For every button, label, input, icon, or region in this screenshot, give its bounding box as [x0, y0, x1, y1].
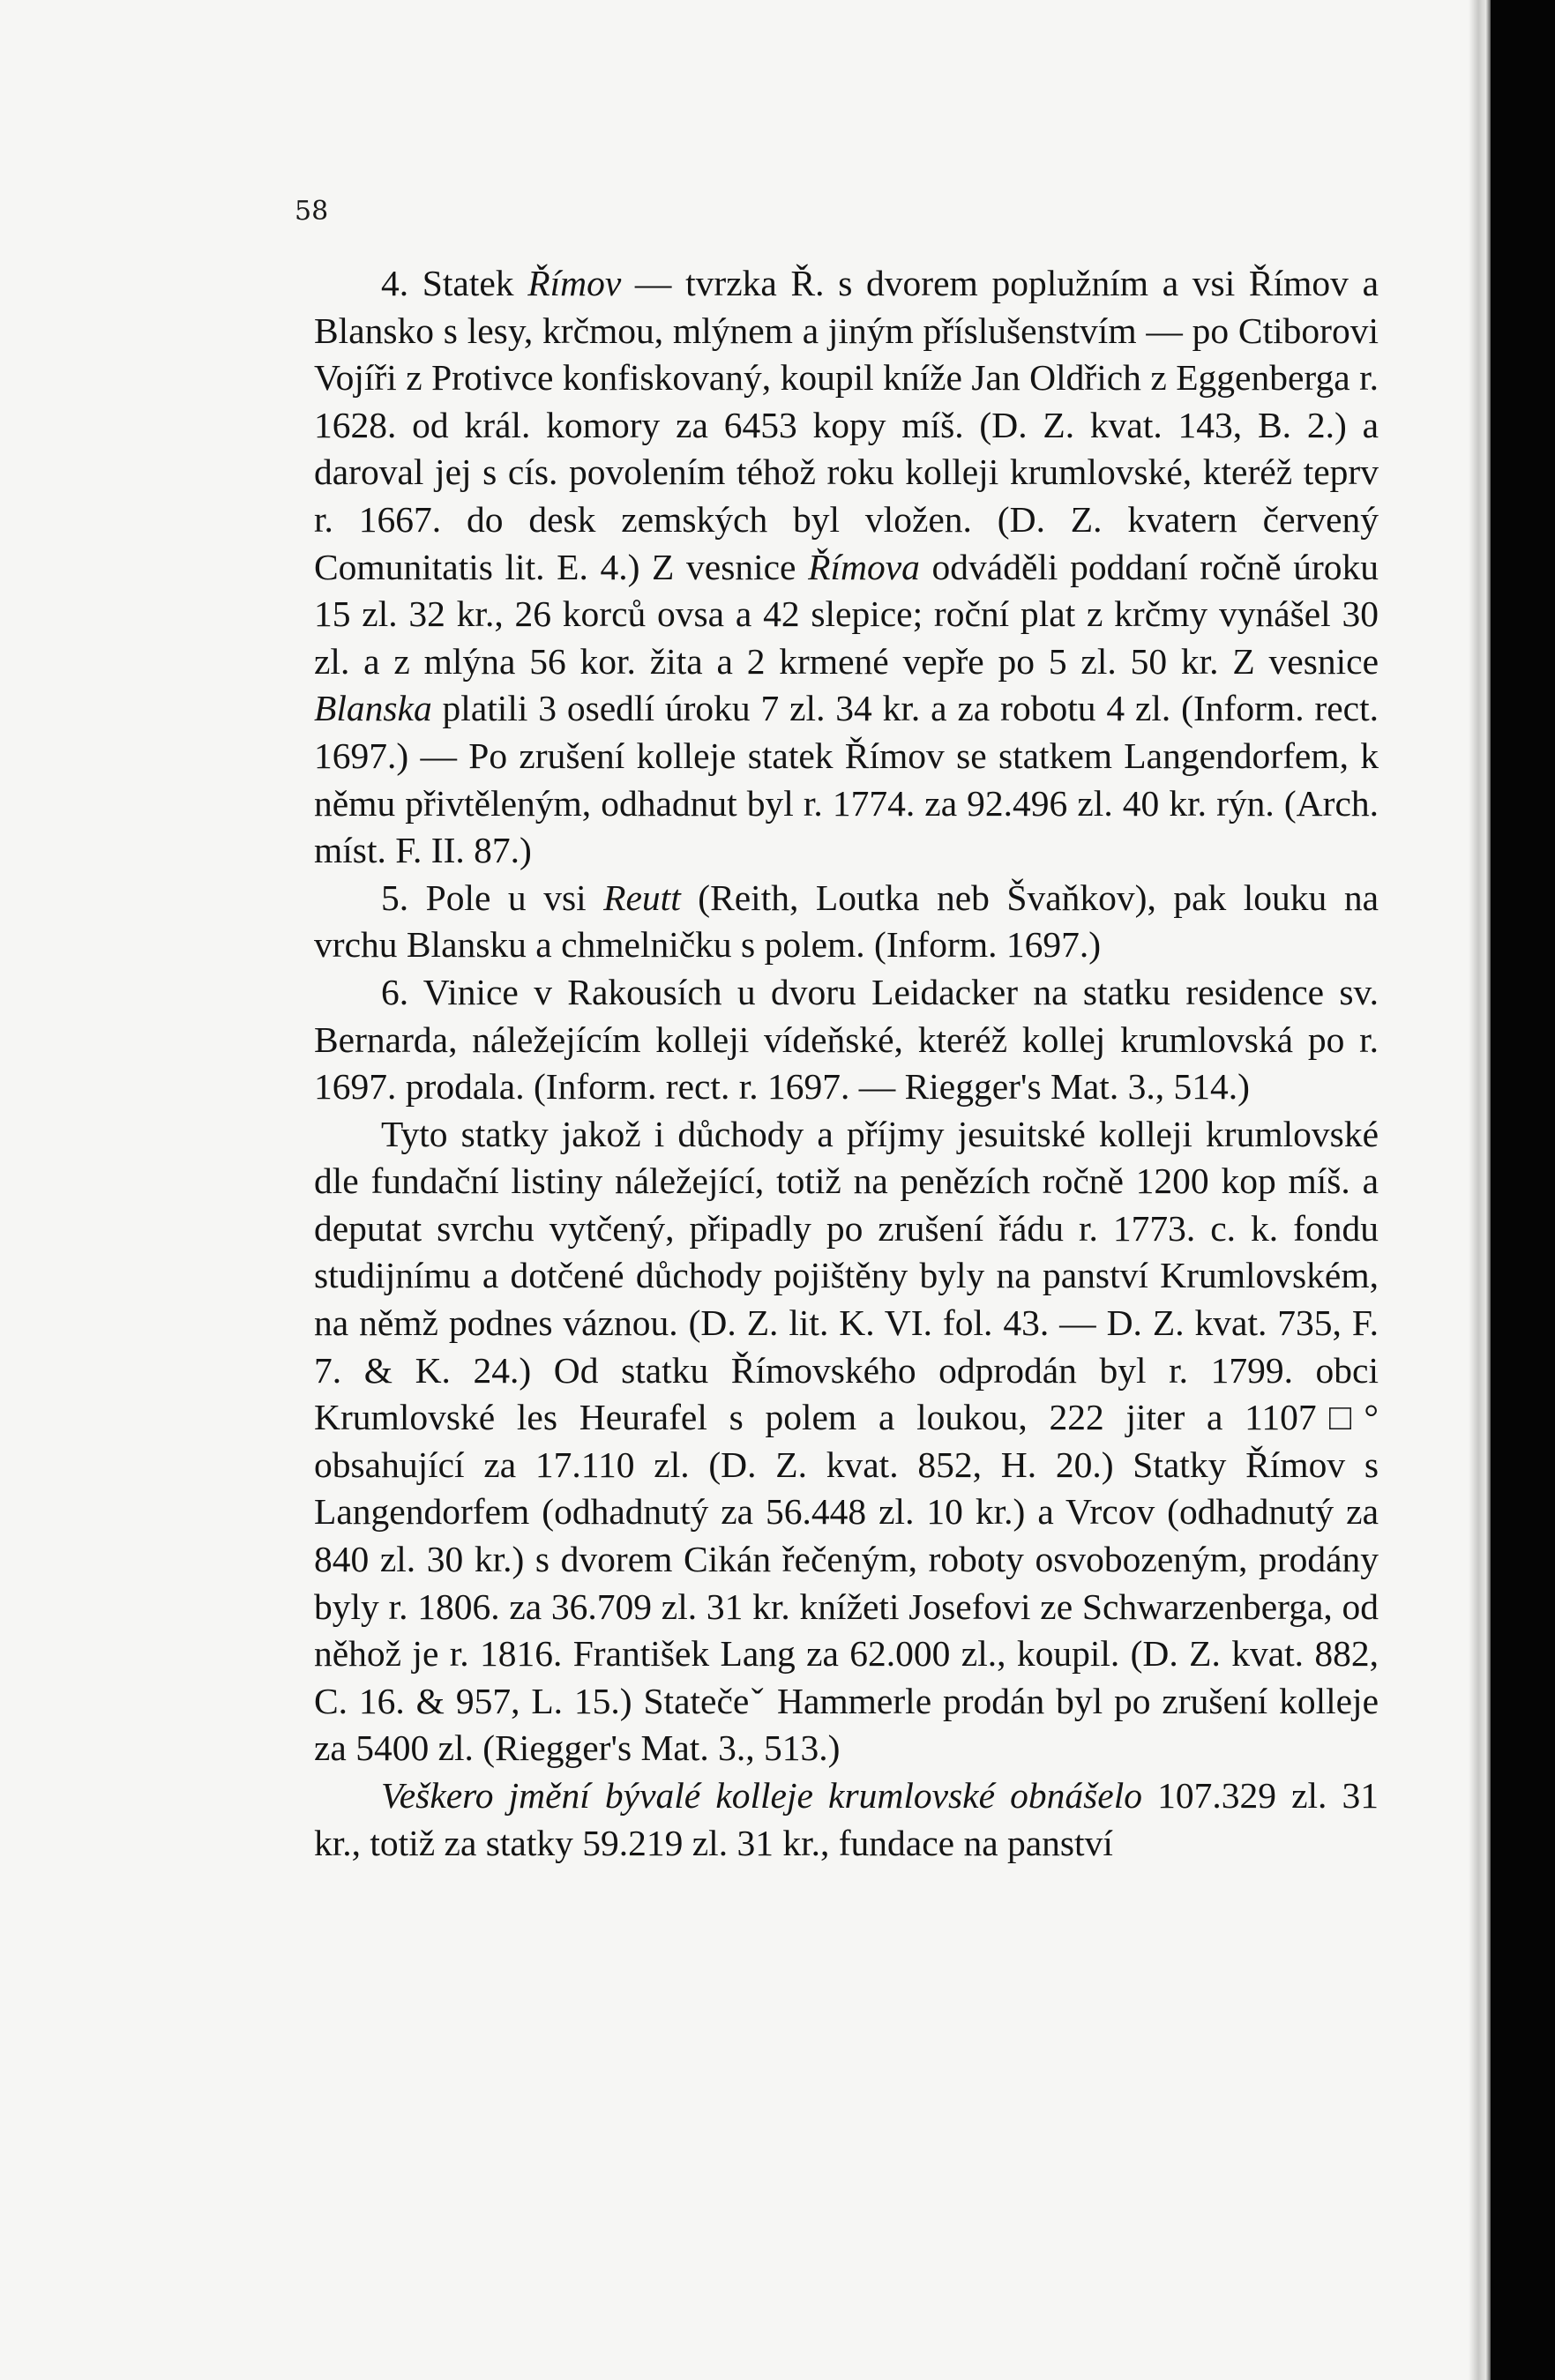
text-run: odváděli poddaní ročně úroku 15 zl. 32 kr., 26 korců ovsa a 42 slepice; roční plat z krčmy vynášel 30 zl. a z mlýna 56 kor. žita a 2 krmené vepře po 5 zl. 50 kr. Z vesnice — [314, 546, 1379, 682]
page-edge-shadow — [1469, 0, 1493, 2380]
text-run: 6. Vinice v Rakousích u dvoru Leidacker na statku residence sv. Bernarda, náležejícím kolleji vídeňské, kteréž kollej krumlovská po r. 1697. prodala. (Inform. rect. r. 1697. — Riegger's Mat. 3., 514.) — [314, 971, 1379, 1108]
page-number: 58 — [295, 196, 329, 227]
italic-text-run: Veškero jmění bývalé kolleje krumlovské obnášelo — [381, 1775, 1142, 1816]
text-run: Tyto statky jakož i důchody a příjmy jesuitské kolleji krumlovské dle fundační listiny náležející, totiž na penězích ročně 1200 kop míš. a deputat svrchu vytčený, připadly po zrušení řádu r. 1773. c. k. fondu studijnímu a dotčené důchody pojištěny byly na panství Krumlovském, na němž podnes váznou. (D. Z. lit. K. VI. fol. 43. — D. Z. kvat. 735, F. 7. & K. 24.) Od statku Římovského odprodán byl r. 1799. obci Krumlovské les Heurafel s polem a loukou, 222 jiter a 1107□° obsahující za 17.110 zl. (D. Z. kvat. 852, H. 20.) Statky Římov s Langendorfem (odhadnutý za 56.448 zl. 10 kr.) a Vrcov (odhadnutý za 840 zl. 30 kr.) s dvorem Cikán řečeným, roboty osvobozeným, prodány byly r. 1806. za 36.709 zl. 31 kr. knížeti Josefovi ze Schwarzenberga, od něhož je r. 1816. František Lang za 62.000 zl., koupil. (D. Z. kvat. 882, C. 16. & 957, L. 15.) Statečeˇ Hammerle prodán byl po zrušení kolleje za 5400 zl. (Riegger's Mat. 3., 513.) — [314, 1113, 1379, 1769]
text-run: 107.329 zl. 31 kr., totiž za statky 59.219 zl. 31 kr., fundace na panství — [314, 1775, 1379, 1863]
paragraph-statky-duchody — [314, 1111, 1379, 1772]
paragraph-pole-reutt — [314, 875, 1379, 969]
italic-text-run: Římov — [527, 263, 622, 303]
text-run: 5. Pole u vsi — [381, 877, 604, 918]
text-run: (Reith, Loutka neb Švaňkov), pak louku na vrchu Blansku a chmelničku s polem. (Inform. 1697.) — [314, 877, 1379, 966]
paragraph-vinice-rakousy — [314, 969, 1379, 1111]
text-run: 4. Statek — [381, 263, 528, 303]
text-run: — tvrzka Ř. s dvorem poplužním a vsi Římov a Blansko s lesy, krčmou, mlýnem a jiným příslušenstvím — po Ctiborovi Vojíři z Protivce konfiskovaný, koupil kníže Jan Oldřich z Eggenberga r. 1628. od král. komory za 6453 kopy míš. (D. Z. kvat. 143, B. 2.) a daroval jej s cís. povolením téhož roku kolleji krumlovské, kteréž teprv r. 1667. do desk zemských byl vložen. (D. Z. kvatern červený Comunitatis lit. E. 4.) Z vesnice — [314, 263, 1379, 587]
text-run: platili 3 osedlí úroku 7 zl. 34 kr. a za robotu 4 zl. (Inform. rect. 1697.) — Po zrušení kolleje statek Římov se statkem Langendorfem, k němu přivtěleným, odhadnut byl r. 1774. za 92.496 zl. 40 kr. rýn. (Arch. míst. F. II. 87.) — [314, 688, 1379, 871]
page-body-text — [314, 260, 1379, 1867]
paragraph-statek-rimov — [314, 260, 1379, 875]
italic-text-run: Blanska — [314, 688, 432, 729]
scan-border — [1491, 0, 1555, 2380]
italic-text-run: Římova — [808, 546, 920, 587]
paragraph-vesker-jmeni — [314, 1772, 1379, 1867]
italic-text-run: Reutt — [603, 877, 681, 918]
